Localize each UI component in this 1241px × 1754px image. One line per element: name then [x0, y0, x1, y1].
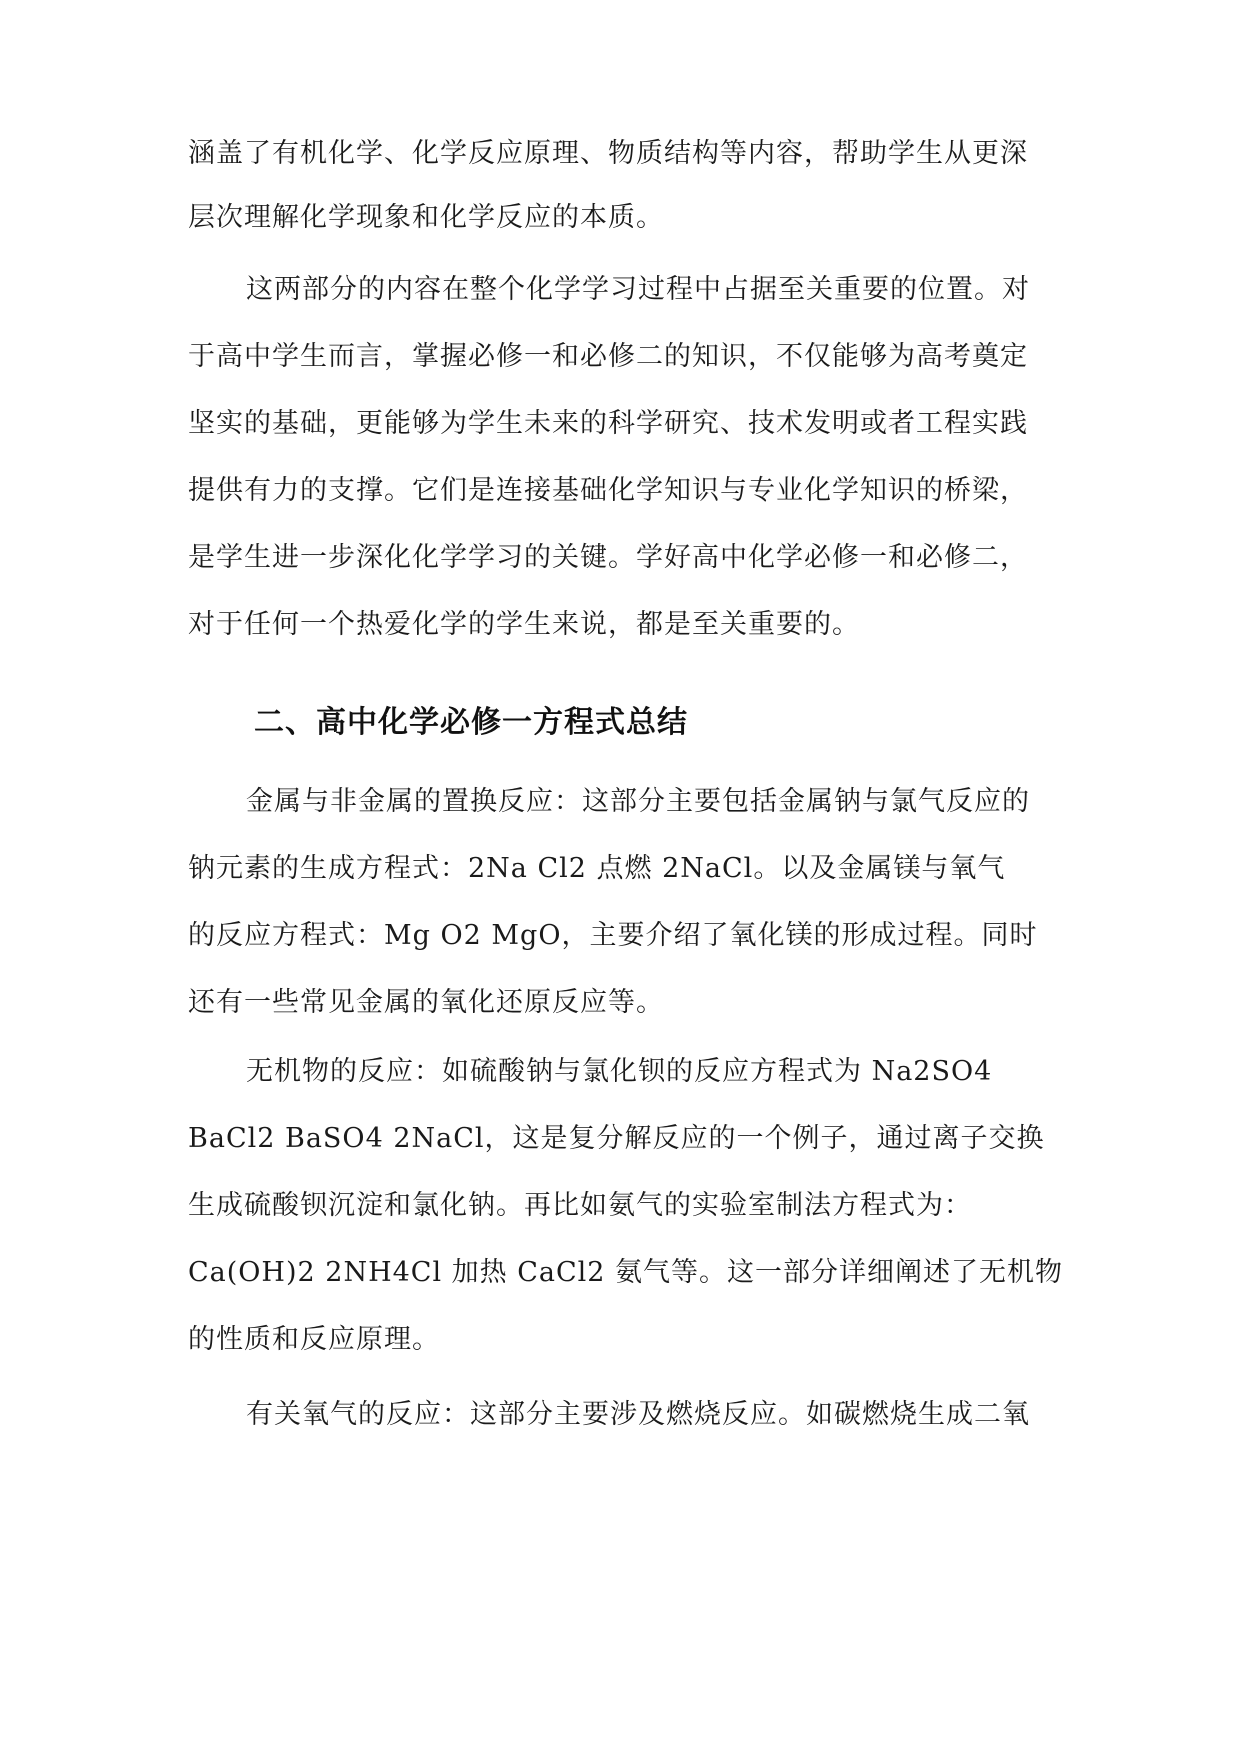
paragraph-1-line-2: 层次理解化学现象和化学反应的本质。	[188, 202, 664, 233]
paragraph-4-line-4: Ca(OH)2 2NH4Cl 加热 CaCl2 氨气等。这一部分详细阐述了无机物	[188, 1257, 1064, 1288]
paragraph-4-line-5: 的性质和反应原理。	[188, 1324, 440, 1355]
paragraph-2-line-6: 对于任何一个热爱化学的学生来说，都是至关重要的。	[188, 609, 860, 640]
paragraph-3-line-4: 还有一些常见金属的氧化还原反应等。	[188, 987, 664, 1018]
paragraph-4-line-3: 生成硫酸钡沉淀和氯化钠。再比如氨气的实验室制法方程式为：	[188, 1190, 972, 1221]
paragraph-1-line-1: 涵盖了有机化学、化学反应原理、物质结构等内容，帮助学生从更深	[188, 138, 1028, 169]
paragraph-5-line-1: 有关氧气的反应：这部分主要涉及燃烧反应。如碳燃烧生成二氧	[246, 1399, 1030, 1430]
paragraph-2-line-2: 于高中学生而言，掌握必修一和必修二的知识，不仅能够为高考奠定	[188, 341, 1028, 372]
paragraph-3-line-1: 金属与非金属的置换反应：这部分主要包括金属钠与氯气反应的	[246, 786, 1030, 817]
paragraph-4-line-1: 无机物的反应：如硫酸钠与氯化钡的反应方程式为 Na2SO4	[246, 1056, 993, 1087]
paragraph-2-line-1: 这两部分的内容在整个化学学习过程中占据至关重要的位置。对	[246, 274, 1030, 305]
section-heading: 二、高中化学必修一方程式总结	[254, 705, 688, 740]
paragraph-2-line-3: 坚实的基础，更能够为学生未来的科学研究、技术发明或者工程实践	[188, 408, 1028, 439]
paragraph-2-line-5: 是学生进一步深化化学学习的关键。学好高中化学必修一和必修二，	[188, 542, 1028, 573]
paragraph-3-line-2: 钠元素的生成方程式：2Na Cl2 点燃 2NaCl。以及金属镁与氧气	[188, 853, 1006, 884]
paragraph-3-line-3: 的反应方程式：Mg O2 MgO，主要介绍了氧化镁的形成过程。同时	[188, 920, 1038, 951]
paragraph-2-line-4: 提供有力的支撑。它们是连接基础化学知识与专业化学知识的桥梁，	[188, 475, 1028, 506]
paragraph-4-line-2: BaCl2 BaSO4 2NaCl，这是复分解反应的一个例子，通过离子交换	[188, 1123, 1045, 1154]
